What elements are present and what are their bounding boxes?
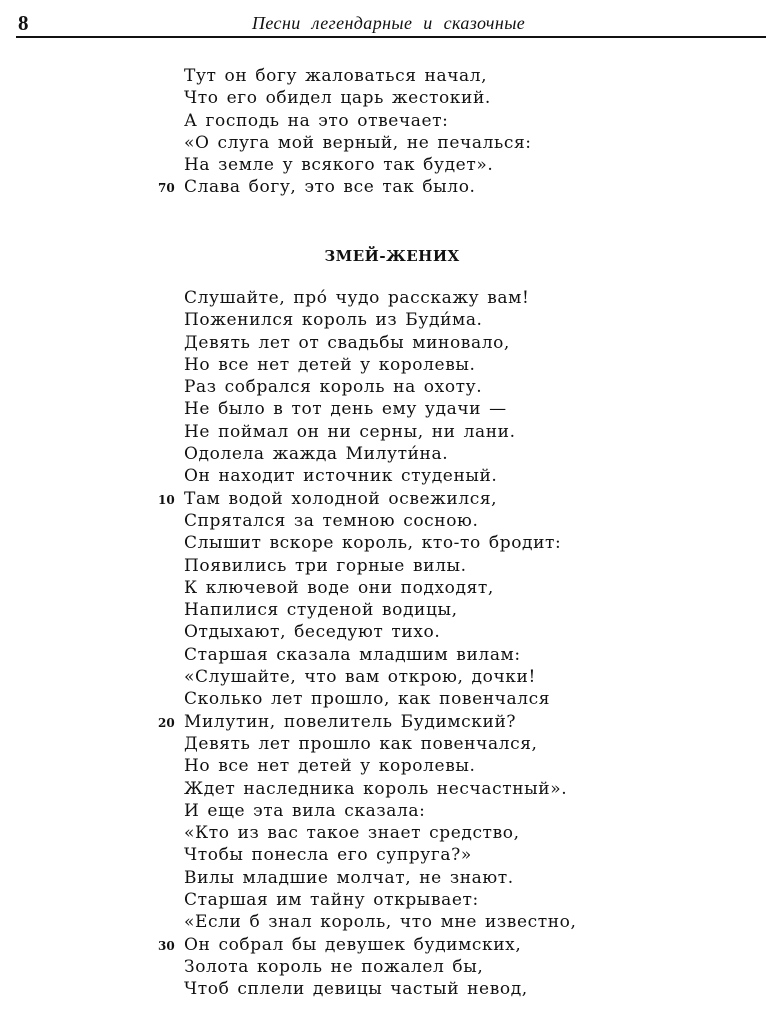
line-number: 20	[158, 715, 175, 730]
poem-line	[0, 532, 780, 554]
poem-line	[0, 65, 780, 87]
poem-line-text: Девять лет прошло как повенчался,	[184, 733, 538, 754]
poem-line-text: Напилися студеной водицы,	[184, 600, 458, 621]
poem-line	[0, 621, 780, 643]
poem-line	[0, 755, 780, 777]
poem-line-text: «Кто из вас такое знает средство,	[184, 823, 520, 844]
poem-line	[0, 934, 780, 956]
poem-ending-stanza	[0, 65, 780, 199]
poem-line-text: Чтобы понесла его супруга?»	[184, 845, 472, 866]
poem-line	[0, 733, 780, 755]
poem-line	[0, 87, 780, 109]
running-title: Песни легендарные и сказочные	[252, 13, 526, 33]
poem-line-text: Но все нет детей у королевы.	[184, 756, 476, 777]
poem-line	[0, 956, 780, 978]
poem-line	[0, 421, 780, 443]
poem-line-text: Старшая им тайну открывает:	[184, 890, 479, 911]
poem-line	[0, 599, 780, 621]
poem-line	[0, 778, 780, 800]
line-number: 10	[158, 492, 175, 507]
poem-line	[0, 889, 780, 911]
poem-line-text: Но все нет детей у королевы.	[184, 354, 476, 375]
poem-line-text: «Если б знал король, что мне известно,	[184, 912, 577, 933]
poem-line	[0, 911, 780, 933]
poem-line-text: А господь на это отвечает:	[184, 110, 449, 131]
poem-line	[0, 465, 780, 487]
page-number: 8	[18, 11, 29, 35]
poem-line	[0, 510, 780, 532]
poem-line-text: Спрятался за темною сосною.	[184, 510, 479, 531]
poem-line-text: Он находит источник студеный.	[184, 466, 498, 487]
poem-line	[0, 555, 780, 577]
poem-line	[0, 844, 780, 866]
poem-line-text: Ждет наследника король несчастный».	[184, 778, 568, 799]
poem-line-text: Там водой холодной освежился,	[184, 488, 498, 509]
poem-line	[0, 443, 780, 465]
poem-stanza	[0, 287, 780, 1001]
poem-line-text: Что его обидел царь жестокий.	[184, 88, 491, 109]
poem-line	[0, 398, 780, 420]
poem-line-text: Отдыхают, беседуют тихо.	[184, 622, 441, 643]
line-number: 70	[158, 181, 175, 196]
poem-line-text: Сколько лет прошло, как повенчался	[184, 689, 551, 710]
poem-line-text: Появились три горные вилы.	[184, 555, 467, 576]
poem-line	[0, 666, 780, 688]
poem-line-text: Он собрал бы девушек будимских,	[184, 934, 522, 955]
poem-line	[0, 354, 780, 376]
poem-line-text: «О слуга мой верный, не печалься:	[184, 132, 532, 153]
poem-line-text: Золота король не пожалел бы,	[184, 956, 484, 977]
poem-line-text: К ключевой воде они подходят,	[184, 577, 494, 598]
poem-line-text: Не было в тот день ему удачи —	[184, 399, 507, 420]
poem-line-text: Одолела жажда Милути́на.	[184, 444, 449, 465]
poem-line-text: Вилы младшие молчат, не знают.	[184, 867, 514, 888]
poem-line-text: Раз собрался король на охоту.	[184, 377, 483, 398]
poem-line-text: Девять лет от свадьбы миновало,	[184, 332, 510, 353]
poem-line-text: Не поймал он ни серны, ни лани.	[184, 421, 516, 442]
poem-line	[0, 644, 780, 666]
poem-line-text: Слушайте, про́ чудо расскажу вам!	[184, 288, 530, 308]
page-header	[16, 10, 766, 38]
poem-line	[0, 132, 780, 154]
poem-line	[0, 867, 780, 889]
poem-line	[0, 309, 780, 331]
poem-line	[0, 711, 780, 733]
poem-line-text: Тут он богу жаловаться начал,	[184, 66, 488, 86]
poem-line-text: На земле у всякого так будет».	[184, 155, 494, 176]
line-number: 30	[158, 938, 175, 953]
poem-line	[0, 488, 780, 510]
poem-line-text: Слава богу, это все так было.	[184, 177, 476, 198]
poem-line	[0, 800, 780, 822]
song-title: ЗМЕЙ-ЖЕНИХ	[324, 247, 460, 265]
poem-line-text: И еще эта вила сказала:	[184, 800, 426, 821]
poem-line-text: Милутин, повелитель Будимский?	[184, 711, 517, 732]
poem-line	[0, 822, 780, 844]
poem-line-text: Поженился король из Буди́ма.	[184, 310, 483, 331]
poem-line-text: Слышит вскоре король, кто-то бродит:	[184, 533, 562, 554]
poem-line	[0, 176, 780, 198]
poem-line	[0, 154, 780, 176]
poem-line	[0, 110, 780, 132]
poem-line	[0, 287, 780, 309]
poem-line	[0, 332, 780, 354]
poem-line-text: Старшая сказала младшим вилам:	[184, 644, 521, 665]
poem-line	[0, 978, 780, 1000]
poem-line	[0, 577, 780, 599]
poem-line	[0, 688, 780, 710]
poem-line-text: Чтоб сплели девицы частый невод,	[184, 979, 528, 1000]
poem-line-text: «Слушайте, что вам открою, дочки!	[184, 667, 536, 688]
poem-line	[0, 376, 780, 398]
